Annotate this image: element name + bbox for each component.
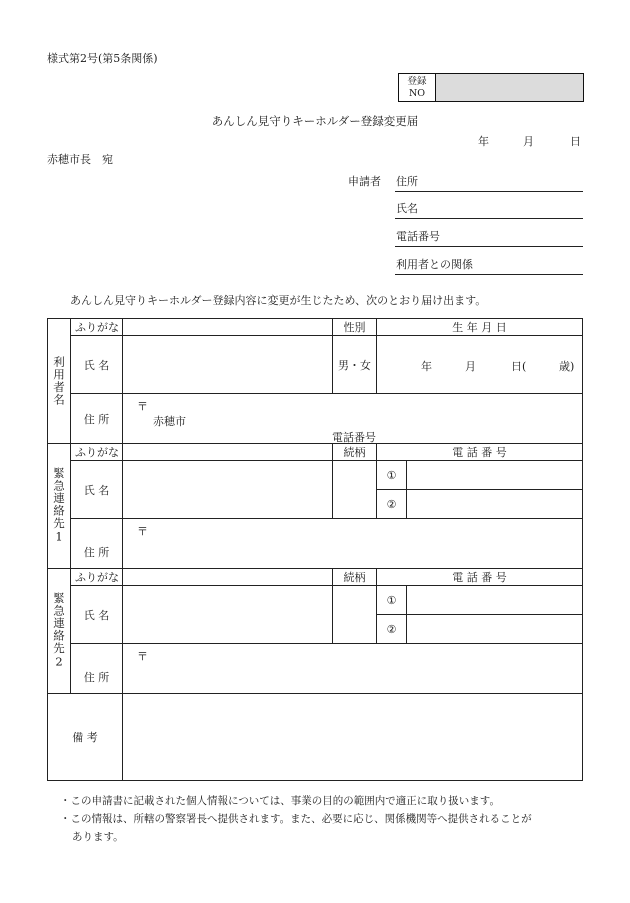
- contact2-address-label: 住 所: [71, 644, 123, 694]
- user-gender-header: 性別: [333, 319, 377, 336]
- contact2-furigana-field[interactable]: [123, 569, 333, 586]
- applicant-relation-label: 利用者との関係: [396, 258, 473, 271]
- birth-age-label: 歳): [559, 360, 575, 373]
- contact2-phone2-field[interactable]: [407, 615, 583, 644]
- date-year-label: 年: [478, 135, 489, 148]
- form-title: あんしん見守りキーホルダー登録変更届: [211, 114, 419, 128]
- user-address-field[interactable]: [123, 394, 583, 444]
- remarks-label: 備 考: [48, 694, 123, 781]
- contact1-name-field[interactable]: [123, 461, 333, 519]
- registration-label-text: 登録: [407, 75, 427, 87]
- applicant-name-line[interactable]: [395, 218, 583, 219]
- remarks-field[interactable]: [123, 694, 583, 781]
- contact1-address-field[interactable]: [123, 519, 583, 569]
- user-phone-label: 電話番号: [332, 431, 376, 444]
- contact2-phone1-field[interactable]: [407, 586, 583, 615]
- contact1-side-label: 緊急連絡先1: [48, 444, 71, 569]
- birth-year-label: 年: [421, 360, 432, 373]
- user-city: 赤穂市: [153, 415, 186, 428]
- contact1-name-label: 氏 名: [71, 461, 123, 519]
- contact1-furigana-label: ふりがな: [71, 444, 123, 461]
- user-side-label: 利用者名: [48, 319, 71, 444]
- contact1-phone1-marker: ①: [377, 461, 407, 490]
- form-number: 様式第2号(第5条関係): [47, 52, 158, 65]
- note-police-continued: あります。: [72, 831, 124, 843]
- birth-month-label: 月: [465, 360, 476, 373]
- registration-no-text: NO: [408, 87, 426, 99]
- contact2-name-field[interactable]: [123, 586, 333, 644]
- contact2-address-field[interactable]: [123, 644, 583, 694]
- postal-mark: 〒: [137, 650, 148, 663]
- postal-mark: 〒: [137, 400, 148, 413]
- contact1-address-label: 住 所: [71, 519, 123, 569]
- date-day-label: 日: [570, 135, 581, 148]
- user-furigana-field[interactable]: [123, 319, 333, 336]
- applicant-phone-line[interactable]: [395, 246, 583, 247]
- date-month-label: 月: [523, 135, 534, 148]
- contact2-furigana-label: ふりがな: [71, 569, 123, 586]
- contact2-phone1-marker: ①: [377, 586, 407, 615]
- contact2-relation-field[interactable]: [333, 586, 377, 644]
- user-birthdate-field[interactable]: [377, 336, 583, 394]
- contact1-relation-field[interactable]: [333, 461, 377, 519]
- user-birth-header: 生 年 月 日: [377, 319, 583, 336]
- note-police: ・この情報は、所轄の警察署長へ提供されます。また、必要に応じ、関係機関等へ提供されることが: [60, 813, 532, 825]
- applicant-phone-label: 電話番号: [396, 230, 440, 243]
- contact2-relation-header: 続柄: [333, 569, 377, 586]
- user-furigana-label: ふりがな: [71, 319, 123, 336]
- user-address-label: 住 所: [71, 394, 123, 444]
- contact2-phone2-marker: ②: [377, 615, 407, 644]
- contact2-side-label: 緊急連絡先2: [48, 569, 71, 694]
- registration-number-field[interactable]: [436, 74, 583, 101]
- note-privacy: ・この申請書に記載された個人情報については、事業の目的の範囲内で適正に取り扱います。: [60, 795, 500, 807]
- contact1-furigana-field[interactable]: [123, 444, 333, 461]
- contact1-relation-header: 続柄: [333, 444, 377, 461]
- applicant-name-label: 氏名: [396, 202, 418, 215]
- applicant-address-label: 住所: [396, 175, 418, 188]
- registration-number-box: [398, 73, 584, 102]
- addressee: 赤穂市長 宛: [47, 153, 113, 166]
- contact1-phone2-marker: ②: [377, 490, 407, 519]
- registration-table: [47, 318, 583, 781]
- contact1-phone-header: 電 話 番 号: [377, 444, 583, 461]
- birth-day-label: 日(: [511, 360, 527, 373]
- contact2-phone-header: 電 話 番 号: [377, 569, 583, 586]
- postal-mark: 〒: [137, 525, 148, 538]
- user-name-field[interactable]: [123, 336, 333, 394]
- intro-text: あんしん見守りキーホルダー登録内容に変更が生じたため、次のとおり届け出ます。: [70, 294, 487, 307]
- registration-label: [399, 74, 436, 101]
- contact1-phone1-field[interactable]: [407, 461, 583, 490]
- applicant-address-line[interactable]: [395, 191, 583, 192]
- user-name-label: 氏 名: [71, 336, 123, 394]
- user-gender-field[interactable]: 男・女: [333, 336, 377, 394]
- applicant-relation-line[interactable]: [395, 274, 583, 275]
- contact2-name-label: 氏 名: [71, 586, 123, 644]
- contact1-phone2-field[interactable]: [407, 490, 583, 519]
- applicant-label: 申請者: [348, 175, 381, 188]
